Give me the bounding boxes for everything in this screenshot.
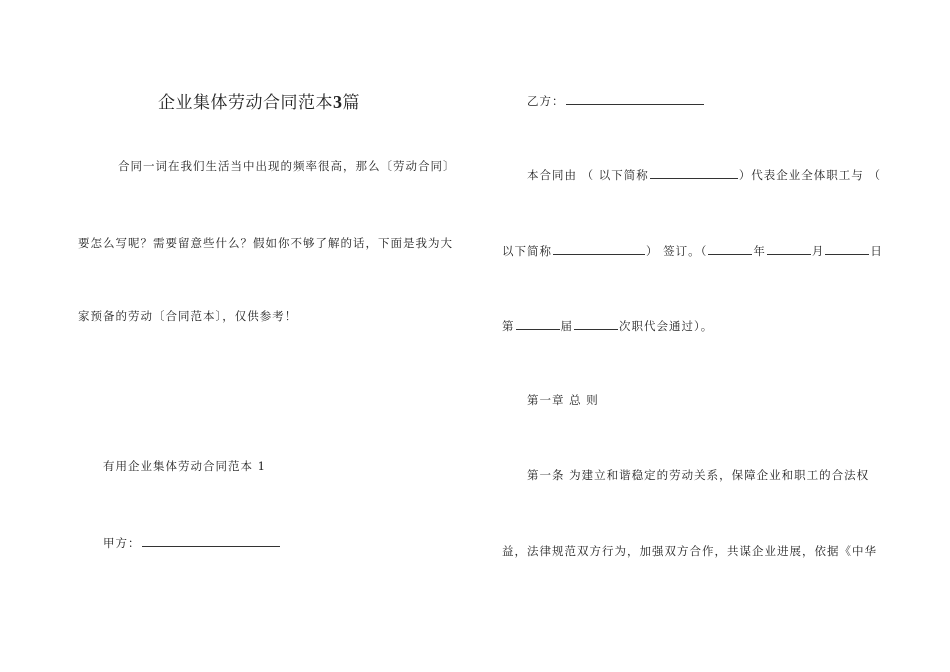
blank-month <box>767 253 811 255</box>
blank-year <box>708 253 752 255</box>
title-number: 3 <box>333 92 343 112</box>
party-b-label: 乙方： <box>527 94 565 108</box>
contract-text: 次职代会通过）。 <box>619 319 714 333</box>
blank-meeting <box>574 328 618 330</box>
party-a-line <box>103 535 281 551</box>
month-label: 月 <box>811 244 825 258</box>
blank-short-name-2 <box>553 253 645 255</box>
article-1-line-2: 益，法律规范双方行为，加强双方合作，共谋企业进展，依据《中华 <box>502 544 877 558</box>
contract-text: 以下简称 <box>502 244 552 258</box>
year-label: 年 <box>753 244 766 258</box>
title-suffix: 篇 <box>342 93 360 113</box>
contract-line-1 <box>527 167 881 183</box>
party-a-blank <box>142 545 280 547</box>
article-1-line-1: 第一条 为建立和谐稳定的劳动关系，保障企业和职工的合法权 <box>527 468 870 482</box>
blank-day <box>825 253 869 255</box>
document-title <box>158 88 360 113</box>
contract-text: ） 签订。（ <box>646 244 708 258</box>
intro-line-1: 合同一词在我们生活当中出现的频率很高，那么〔劳动合同〕 <box>118 159 456 173</box>
blank-session <box>516 328 560 330</box>
chapter-heading: 第一章 总 则 <box>527 393 599 407</box>
party-b-line <box>527 93 705 109</box>
right-page <box>475 0 950 672</box>
contract-line-3 <box>502 318 713 334</box>
day-label: 日 <box>870 244 883 258</box>
title-text: 企业集体劳动合同范本 <box>158 93 333 113</box>
contract-line-2 <box>502 243 883 259</box>
contract-text: 第 <box>502 319 515 333</box>
contract-text: ）代表企业全体职工与 （ <box>738 168 881 182</box>
intro-line-3: 家预备的劳动〔合同范本〕，仅供参考！ <box>78 309 298 323</box>
blank-short-name-1 <box>650 177 738 179</box>
party-b-blank <box>566 103 704 105</box>
contract-text: 届 <box>560 319 573 333</box>
party-a-label: 甲方： <box>103 536 141 550</box>
intro-line-2: 要怎么写呢？需要留意些什么？假如你不够了解的话，下面是我为大 <box>78 236 453 250</box>
section-heading: 有用企业集体劳动合同范本 1 <box>103 459 266 473</box>
contract-text: 本合同由 （ 以下简称 <box>527 168 649 182</box>
